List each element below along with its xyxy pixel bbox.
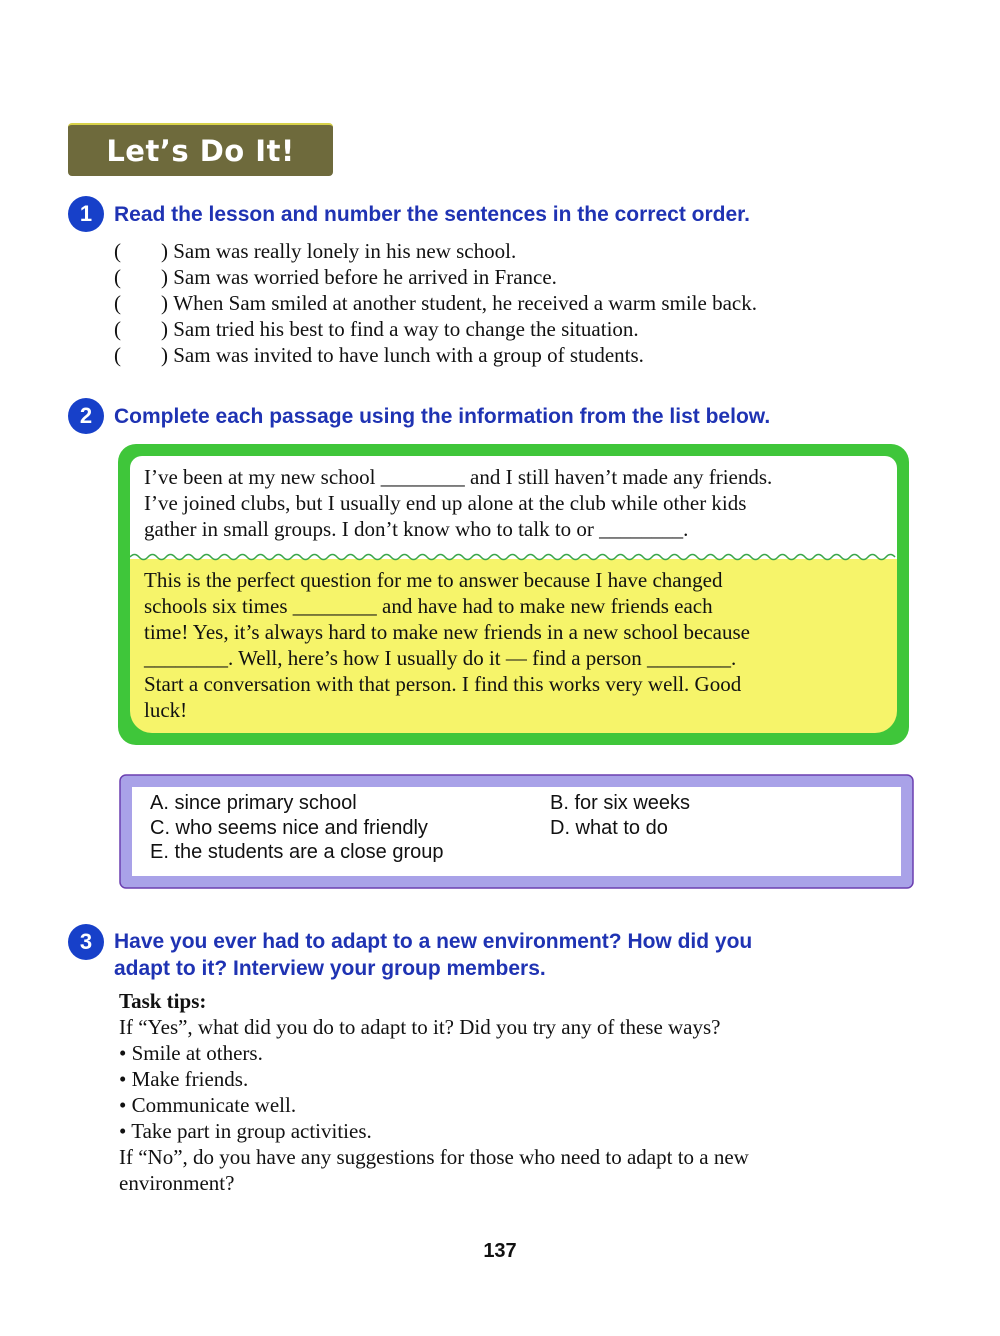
sentence-text: Sam was invited to have lunch with a group of students. (173, 343, 644, 367)
task-tips (119, 988, 749, 1196)
banner-title: Let’s Do It! (106, 133, 295, 168)
exercise-number-badge: 1 (68, 196, 104, 232)
list-item: ( ) Sam tried his best to find a way to change the situation. (114, 317, 639, 341)
tip-line: • Make friends. (119, 1067, 249, 1091)
exercise-2-instruction: Complete each passage using the information from the list below. (114, 405, 771, 428)
answer-blank[interactable]: ( (114, 343, 121, 367)
exercise-1-heading (68, 201, 750, 232)
list-item: ( ) Sam was really lonely in his new school. (114, 239, 517, 263)
option-a: A. since primary school (150, 792, 357, 814)
exercise-1-instruction: Read the lesson and number the sentences in the correct order. (114, 203, 751, 226)
passage-1: I’ve been at my new school ________ and I still haven’t made any friends. I’ve joined clubs, but I usually end up alone at the club while other kids gather in small groups. I don’t know who to talk to or ________. (144, 465, 773, 541)
sentence-text: Sam was worried before he arrived in France. (173, 265, 557, 289)
wavy-divider (130, 551, 897, 563)
sentence-order-list (114, 238, 757, 368)
task-tips-title: Task tips: (119, 989, 207, 1013)
passage-2: This is the perfect question for me to answer because I have changed schools six times ________ and have had to make new friends each time! Yes, it’s always hard to make new friends in a new school because ________. Well, here’s how I usually do it — find a person ________. Start a conversation with that person. I find this works very well. Good luck! (144, 568, 750, 722)
exercise-3-heading (68, 928, 752, 982)
tip-line: • Communicate well. (119, 1093, 297, 1117)
sentence-text: When Sam smiled at another student, he received a warm smile back. (173, 291, 757, 315)
answer-blank[interactable]: ( (114, 291, 121, 315)
list-item: ( ) Sam was worried before he arrived in France. (114, 265, 557, 289)
page-number: 137 (483, 1240, 517, 1262)
tip-line: If “Yes”, what did you do to adapt to it? Did you try any of these ways? (119, 1015, 721, 1039)
option-d: D. what to do (550, 816, 668, 839)
option-b: B. for six weeks (550, 792, 691, 814)
tip-line: • Smile at others. (119, 1041, 263, 1065)
exercise-3-instruction: Have you ever had to adapt to a new environment? How did you adapt to it? Interview your group members. (114, 930, 753, 980)
answer-blank[interactable]: ( (114, 317, 121, 341)
list-item: ( ) When Sam smiled at another student, he received a warm smile back. (114, 291, 757, 315)
tip-line: environment? (119, 1171, 235, 1195)
exercise-number-badge: 3 (68, 924, 104, 960)
exercise-number-badge: 2 (68, 398, 104, 434)
lets-do-it-banner (68, 123, 333, 176)
passage-box (118, 444, 909, 745)
options-list (150, 791, 870, 865)
exercise-2-heading (68, 403, 770, 434)
tip-line: If “No”, do you have any suggestions for those who need to adapt to a new (119, 1145, 749, 1169)
list-item: ( ) Sam was invited to have lunch with a group of students. (114, 343, 644, 367)
option-e: E. the students are a close group (150, 841, 444, 863)
answer-blank[interactable]: ( (114, 239, 121, 263)
answer-blank[interactable]: ( (114, 265, 121, 289)
sentence-text: Sam tried his best to find a way to change the situation. (173, 317, 639, 341)
sentence-text: Sam was really lonely in his new school. (173, 239, 517, 263)
tip-line: • Take part in group activities. (119, 1119, 372, 1143)
option-c: C. who seems nice and friendly (150, 816, 428, 839)
